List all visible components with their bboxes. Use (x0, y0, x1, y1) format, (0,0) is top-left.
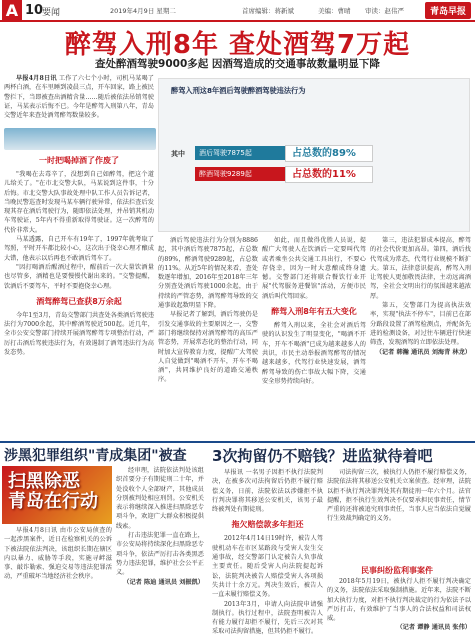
masthead-logo: 青岛早报 (425, 2, 471, 19)
design-line: 美编：曹晴 (318, 7, 351, 15)
section3-text: 醉驾入刑以来，全社会对酒后驾驶的认识发生了明显变化，"喝酒不开车，开车不喝酒"已成为越来越多人的共识，市民主动举报酒驾醉驾的情况越来越多，代驾行业快速发展，酒驾醉驾导致的伤亡事故大幅下降，交通安全形势持续向好。 (262, 322, 366, 385)
editor-line: 首席编辑：蒋新斌 (242, 7, 294, 15)
lead-column-2 (158, 236, 258, 440)
lead-column-4 (370, 236, 471, 440)
col2-text: 酒后驾驶违法行为分别为8886起，其中酒后驾驶7875起，占总数的89%，醉酒驾驶9289起，占总数的11%。从近5年的情况来看，查处数逐年增加，2016年至2018年三年分别查处酒后驾驶1000余起，由于持续的严管态势，酒驾醉驾导致的交通事故起数明显下降。 (158, 237, 258, 310)
bar-drink-driving: 酒后驾驶7875起 (195, 146, 285, 160)
section1-title: 一时把喝掉酒了作废了 (39, 156, 119, 165)
section-logo: A (2, 0, 22, 21)
section2-title: 酒驾醉驾已查获8万余起 (36, 296, 122, 306)
story3-column-1 (212, 468, 323, 636)
section-divider (0, 441, 475, 443)
section-name: 要闻 (42, 8, 61, 18)
car-illustration (4, 128, 156, 150)
anti-crime-banner-image (2, 466, 112, 524)
lead-subheadline: 查处醉酒驾驶9000多起 因酒驾造成的交通事故数量明显下降 (95, 58, 380, 70)
story2-text-3: 打击违法犯罪一直在路上，市公安局将持续深化扫黑除恶专项斗争，依法严厉打击各类黑恶势力违法犯罪，维护社会公平正义。 (116, 532, 204, 577)
lead-intro (4, 74, 154, 126)
page-header (0, 0, 475, 22)
story3-text-3: 2013年3月，申请人向法院申请强制执行。执行过程中，法院查明被告人有能力履行却拒不履行，先后三次对其采取司法拘留措施，但其仍拒不履行。 (212, 600, 323, 636)
banner-line-2: 青岛在行动 (8, 491, 98, 512)
section2-text: 今年1至3月，青岛交警部门共查处各类酒后驾驶违法行为7000余起，其中醉酒驾驶近500起。近几年，全市公安交警部门持续开展酒驾醉驾专项整治行动，严厉打击酒后驾驶违法行为，有效遏制了酒驾违法行为高发态势。 (4, 311, 154, 357)
col4-text-2: 第五，交警部门为提高执法效率，实现"执法不停车"，目前已在部分路段设置了酒驾检测点，并配备先进的检测设备，对过往车辆进行快速筛查，发现酒驾的立即依法处理。 (370, 302, 471, 347)
byline: 早报4月8日讯 (16, 75, 57, 82)
infographic (158, 78, 470, 232)
banner-text (8, 472, 98, 512)
story2-text-2: 经审理，法院依法判处该组织首要分子有期徒刑二十年，并处没收个人全部财产，其他成员分别被判处相应刑罚。公安机关表示将继续深入推进扫黑除恶专项斗争，欢迎广大群众积极提供线索。 (116, 467, 204, 530)
lead-column-1 (4, 150, 154, 440)
intro-text: 工作了六七个小时，司机马某喝了两杯白酒，在车里睡到凌晨三点，开车回家，路上被民警拦下，当即被查出酒精含量……随后被依法吊销驾驶证，马某表示后悔不已。今年是醉驾入刑第八年，青岛交警近年来查处酒驾醉驾数量较多。 (4, 75, 154, 120)
story3-headline: 3次拘留仍不赔钱？进监狱待着吧 (212, 447, 433, 465)
story3-column-2 (327, 468, 471, 563)
page-number: 10 (25, 3, 44, 18)
story3-col-b1: 司法拘留三次，被执行人仍拒不履行赔偿义务，法院依法将其移送公安机关立案侦查。经审理，法院以拒不执行判决罪判处其有期徒刑一年六个月。法官提醒，拒不执行生效判决不仅要承担民事责任，情节严重的还将被追究刑事责任，当事人应当依法自觉履行生效裁判确定的义务。 (327, 469, 471, 523)
date-line: 2019年4月9日 星期二 (110, 7, 176, 15)
pct-drunk-driving: 占总数的11% (285, 166, 373, 183)
story3-reporter: （记者 谭静 通讯员 张伟） (396, 624, 471, 632)
story2-column-1 (4, 526, 112, 618)
lead-headline: 醉驾入刑8年 查处酒驾7万起 (64, 30, 411, 60)
section3-title: 醉驾入刑8年有五大变化 (271, 307, 357, 317)
col2-text-2: 早报记者了解到，酒后驾驶仍是引发交通事故的主要原因之一，交警部门将继续保持对酒驾醉驾的高压严管态势，开展常态化的整治行动，同时加大宣传教育力度，提醒广大驾驶人自觉做到"喝酒不开车，开车不喝酒"，共同维护良好的道路交通秩序。 (158, 311, 258, 384)
story3-section-title: 拖欠赔偿款多年拒还 (231, 520, 304, 530)
proof-line: 审读：赵伟严 (365, 7, 404, 15)
col4-text: 第三，违法犯罪成本提高，醉驾的社会代价更加高昂。第四，酒后找代驾成为常态，代驾行业规模不断扩大。第五，法律意识提高，醉驾入刑让驾驶人更加敬畏法律，主动远离酒驾，全社会文明出行的氛围越来越浓厚。 (370, 237, 471, 300)
section1-text-3: "因打喝酒后醒酒过程中，醒前后一次大量饮酒量也尽管多，酒精也是要慢慢代谢出来的。"交警提醒，饮酒后不要驾车，平时不要抱侥幸心理。 (4, 263, 154, 290)
pct-drink-driving: 占总数的89% (285, 145, 373, 162)
lead-reporter: （记者 韩瀚 通讯员 刘海青 林龙） (375, 348, 471, 356)
story2-text-1: 早报4月8日讯 由市公安局侦查的一起涉黑案件，近日在检察机关的公诉下被法院依法判决，该组织长期在辖区内以暴力、威胁等手段，实施寻衅滋事、敲诈勒索、强迫交易等违法犯罪活动，严重破坏当地经济社会秩序。 (4, 527, 112, 581)
col3-text: 如此，而且做得优胜人员说，提醒广大驾驶人在饮酒后一定要叫代驾或者乘坐公共交通工具出行，不要心存侥幸，因为一时大意酿成终身遗憾。交警部门还将联合餐饮行业开展"代驾服务进餐馆"活动，方便市民酒后叫代驾回家。 (262, 237, 366, 300)
story3-box (327, 577, 471, 632)
banner-line-1: 扫黑除恶 (8, 471, 80, 492)
story3-box-title: 民事纠纷监利事案件 (361, 566, 433, 575)
story2-column-2 (116, 466, 204, 618)
story3-text-2: 2012年4月14日19时许，被告人驾驶机动车在市区某路段与受害人发生交通事故，经交警部门认定被告人负事故主要责任。随后受害人向法院提起诉讼，法院判决被告人赔偿受害人各项损失共计十余万元。判决生效后，被告人一直未履行赔偿义务。 (212, 535, 323, 599)
section1-text: "我喝在去毒辛了，没想到自己如醉驾，把这个道儿给关了。"在市北交警大队，马某说到这件事，十分后悔。市北交警大队事故处理中队工作人员告诉记者，当晚民警巡查时发现马某车辆行驶异常，依法拦查后发现其存在酒后驾驶行为，随即依法处理，并吊销其机动车驾驶证，5年内不得重新取得驾驶证。这一次醉驾的代价非常大。 (4, 171, 154, 234)
infographic-title: 醉驾入刑这8年酒后驾驶醉酒驾驶违法行为 (171, 86, 306, 95)
story3-box-text: 2018年5月19日，被执行人拒不履行判决确定的义务，法院依法采取强制措施。近年来，法院不断加大执行力度，对拒不执行判决裁定的行为依法予以严厉打击，有效维护了当事人的合法权益和司法权威。 (327, 578, 471, 623)
lead-column-3 (262, 236, 366, 440)
story3-text-1: 早报讯 一名男子因拒不执行法院判决，在被多次司法拘留后仍拒不履行赔偿义务，日前，法院依法以涉嫌拒不执行判决罪将其移送公安机关，该男子最终被判处有期徒刑。 (212, 469, 323, 514)
story2-reporter: （记者 陈迪 通讯员 刘振凯） (123, 578, 204, 586)
infographic-label-a: 其中 (171, 150, 185, 158)
section1-text-2: 马某透露，自己开车有19年了，1997年就考取了驾照，平时开车都比较小心，这次出于侥幸心理才酿成大错，他表示以后再也不敢酒后驾车了。 (4, 236, 154, 262)
bar-drunk-driving: 醉酒驾驶9289起 (195, 167, 285, 181)
story2-headline: 涉黑犯罪组织"青成集团"被查 (4, 448, 187, 464)
